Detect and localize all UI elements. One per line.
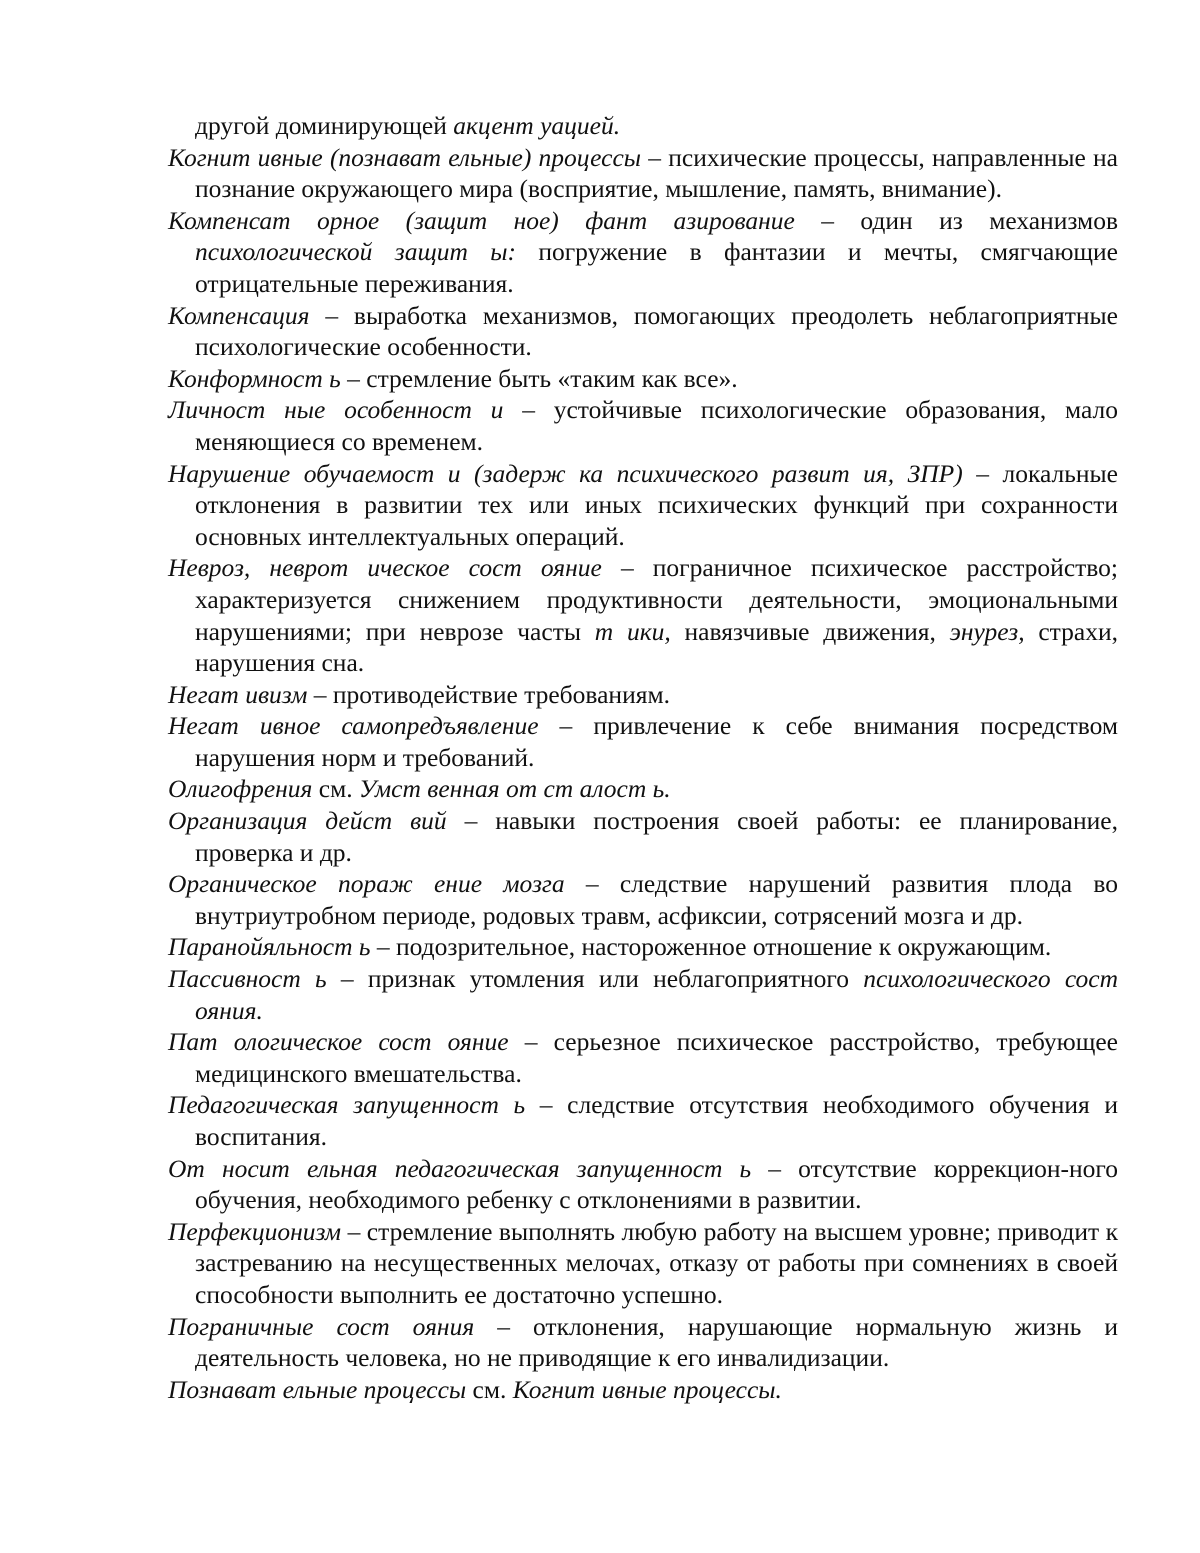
glossary-definition-text: другой доминирующей bbox=[195, 111, 454, 140]
glossary-reference: энурез, bbox=[949, 616, 1025, 646]
glossary-definition-text: – пограничное психическое расстройство; характеризуется снижением продуктивности деятельности, эмоциональными нарушениями; при неврозе часты bbox=[195, 553, 1118, 646]
glossary-entry bbox=[168, 1311, 1118, 1374]
glossary-entry bbox=[168, 710, 1118, 773]
glossary-definition-text: – отсутствие коррекцион-ного обучения, необходимого ребенку с отклонениями в развитии. bbox=[195, 1153, 1118, 1215]
glossary-term: Познават ельные процессы bbox=[168, 1374, 467, 1404]
glossary-definition-text: см. bbox=[466, 1374, 513, 1404]
glossary-entry bbox=[168, 142, 1118, 205]
glossary-term: Педагогическая запущенност ь bbox=[168, 1090, 526, 1120]
glossary-definition-text: погружение в фантазии и мечты, смягчающие отрицательные переживания. bbox=[195, 237, 1118, 298]
glossary-term: Негат ивизм bbox=[168, 679, 308, 709]
glossary-definition-text: – стремление быть «таким как все». bbox=[340, 363, 738, 393]
glossary-entry bbox=[168, 805, 1118, 868]
glossary-term: Невроз, неврот ическое сост ояние bbox=[168, 553, 602, 583]
glossary-definition-text: – подозрительное, настороженное отношение к окружающим. bbox=[370, 932, 1052, 962]
glossary-definition-text: – серьезное психическое расстройство, требующее медицинского вмешательства. bbox=[195, 1027, 1118, 1088]
glossary-definition-text: – локальные отклонения в развитии тех или иных психических функций при сохранности основных интеллектуальных операций. bbox=[195, 458, 1118, 551]
glossary-definition-text: см. bbox=[312, 774, 360, 804]
glossary-definition-text: – один из механизмов bbox=[794, 205, 1118, 235]
glossary-entry bbox=[168, 363, 1118, 395]
glossary-entry bbox=[168, 679, 1118, 711]
glossary-definition-text: – стремление выполнять любую работу на высшем уровне; приводит к застреванию на несущественных мелочах, отказу от работы при сомнениях в своей способности выполнить ее достаточно успешно. bbox=[195, 1216, 1118, 1309]
glossary-definition-text: – противодействие требованиям. bbox=[307, 679, 670, 709]
glossary-reference: акцент уацией. bbox=[453, 111, 621, 140]
glossary-reference: Когнит ивные процессы. bbox=[512, 1374, 782, 1404]
glossary-term: Когнит ивные (познават ельные) процессы bbox=[168, 142, 642, 172]
glossary-term: От носит ельная педагогическая запущенност ь bbox=[168, 1153, 752, 1183]
glossary-definition-text: – выработка механизмов, помогающих преодолеть неблагоприятные психологические особенности. bbox=[195, 300, 1118, 362]
glossary-entry bbox=[168, 1026, 1118, 1089]
glossary-definition-text: – следствие нарушений развития плода во внутриутробном периоде, родовых травм, асфиксии, сотрясений мозга и др. bbox=[195, 869, 1118, 930]
glossary-definition-text: – привлечение к себе внимания посредством нарушения норм и требований. bbox=[195, 711, 1119, 772]
glossary-reference: Умст венная от ст алост ь. bbox=[359, 774, 671, 804]
glossary-term: Пассивност ь bbox=[168, 964, 327, 994]
glossary-term: Перфекционизм bbox=[168, 1216, 342, 1246]
glossary-definition-text: – отклонения, нарушающие нормальную жизнь и деятельность человека, но не приводящие к его инвалидизации. bbox=[195, 1311, 1119, 1373]
glossary-entry bbox=[168, 1374, 1118, 1406]
glossary-entry bbox=[168, 931, 1118, 963]
glossary-reference: психологического сост ояния. bbox=[195, 964, 1119, 1025]
glossary-term: Органическое пораж ение мозга bbox=[168, 869, 565, 899]
glossary-entry bbox=[168, 394, 1118, 457]
glossary-entry-continuation bbox=[168, 110, 1118, 142]
glossary-page bbox=[168, 110, 1118, 1405]
glossary-term: Паранойяльност ь bbox=[168, 932, 371, 962]
glossary-term: Компенсация bbox=[168, 300, 310, 330]
glossary-term: Конформност ь bbox=[168, 363, 341, 393]
glossary-entry bbox=[168, 773, 1118, 805]
glossary-reference: психологической защит ы: bbox=[195, 237, 516, 267]
glossary-entry bbox=[168, 300, 1118, 363]
glossary-entry bbox=[168, 552, 1118, 678]
glossary-definition-text: навязчивые движения, bbox=[670, 616, 950, 646]
glossary-term: Организация дейст вий bbox=[168, 806, 447, 836]
glossary-definition-text: – следствие отсутствия необходимого обучения и воспитания. bbox=[195, 1090, 1118, 1151]
glossary-reference: т ики, bbox=[594, 616, 671, 646]
glossary-definition-text: – навыки построения своей работы: ее планирование, проверка и др. bbox=[195, 806, 1118, 867]
glossary-definition-text: – психические процессы, направленные на познание окружающего мира (восприятие, мышление, память, внимание). bbox=[195, 142, 1118, 204]
glossary-term: Пограничные сост ояния bbox=[168, 1311, 475, 1341]
glossary-entry bbox=[168, 1216, 1118, 1311]
glossary-entry bbox=[168, 458, 1118, 553]
glossary-definition-text: – признак утомления или неблагоприятного bbox=[326, 964, 864, 994]
glossary-entry bbox=[168, 868, 1118, 931]
glossary-term: Компенсат орное (защит ное) фант азирование bbox=[168, 205, 795, 235]
glossary-definition-text: – устойчивые психологические образования, мало меняющиеся со временем. bbox=[195, 395, 1118, 456]
glossary-entry bbox=[168, 1089, 1118, 1152]
glossary-entry bbox=[168, 205, 1118, 300]
glossary-definition-text: страхи, нарушения сна. bbox=[195, 616, 1118, 678]
glossary-term: Негат ивное самопредъявление bbox=[168, 711, 539, 741]
glossary-term: Олигофрения bbox=[168, 774, 313, 804]
glossary-term: Личност ные особенност и bbox=[168, 395, 504, 425]
glossary-term: Пат ологическое сост ояние bbox=[168, 1027, 509, 1057]
glossary-term: Нарушение обучаемост и (задерж ка психического развит ия, ЗПР) bbox=[168, 458, 963, 488]
glossary-entry bbox=[168, 963, 1118, 1026]
glossary-entry bbox=[168, 1153, 1118, 1216]
